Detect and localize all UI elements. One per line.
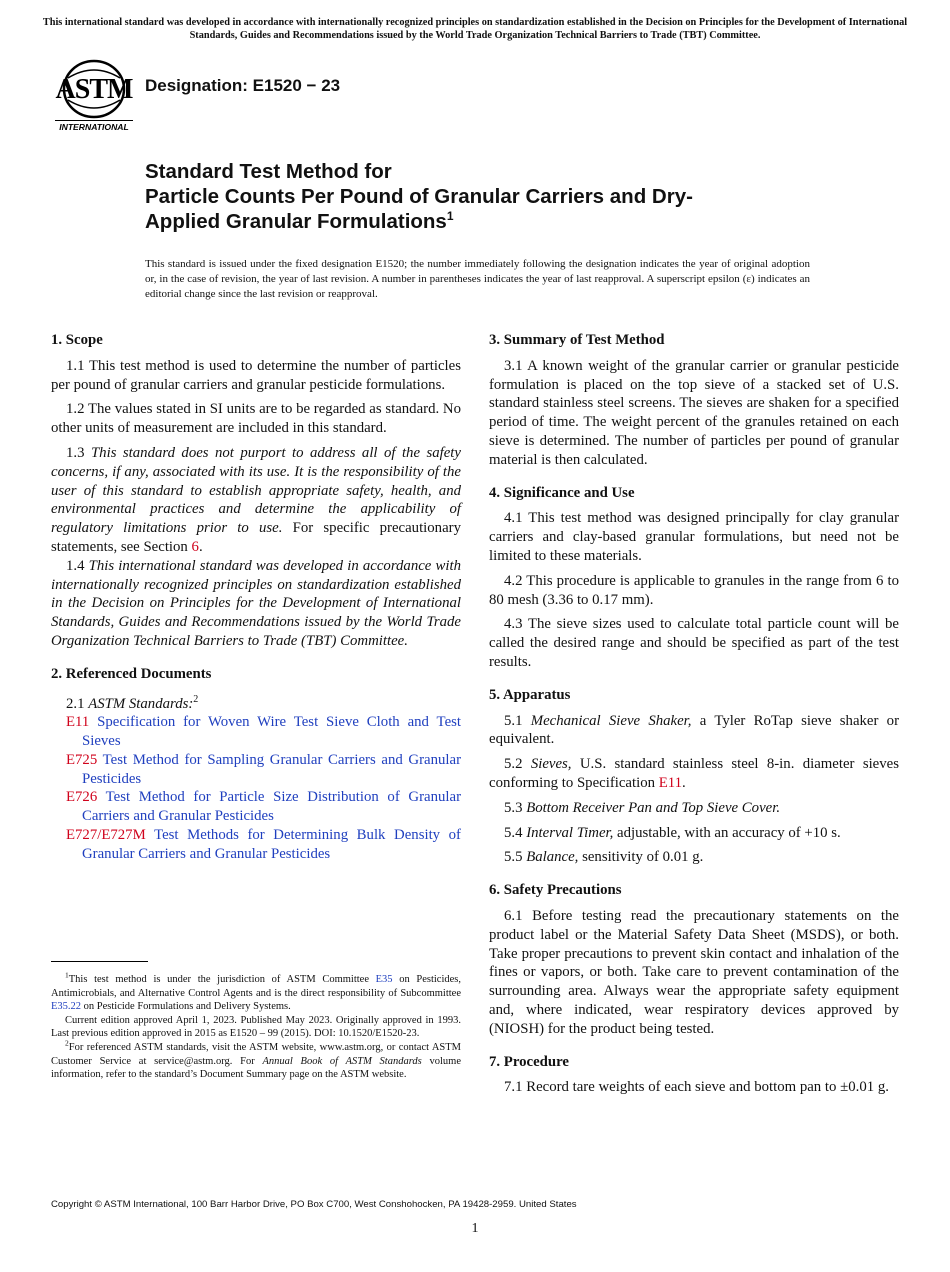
title-line-2: Particle Counts Per Pound of Granular Carriers and Dry- bbox=[145, 185, 693, 208]
section-heading-apparatus: 5. Apparatus bbox=[489, 686, 571, 703]
document-title bbox=[145, 159, 825, 234]
title-footnote-ref: 1 bbox=[446, 209, 454, 224]
page-number: 1 bbox=[471, 1221, 479, 1236]
issued-note: This standard is issued under the fixed designation E1520; the number immediately following the designation indicates the year of original adoption or, in the case of revision, the year of last revision. A number in parentheses indicates the year of last reapproval. A superscript epsilon (ε) indicates an editorial change since the last revision or reapproval. bbox=[145, 258, 810, 300]
paragraph-4-1: 4.1 This test method was designed principally for clay granular carriers and clay-based granular formulations, but need not be limited to these materials. bbox=[489, 510, 899, 564]
right-column bbox=[489, 331, 899, 1103]
footnote-1-edition: Current edition approved April 1, 2023. Published May 2023. Originally approved in 1993. Last previous edition approved in 2015 as E1520 – 99 (2015). DOI: 10.1520/E1520-23. bbox=[51, 1014, 461, 1040]
reference-item[interactable]: E726 Test Method for Particle Size Distribution of Granular Carriers and Granular Pesticides bbox=[66, 789, 461, 825]
title-line-1: Standard Test Method for bbox=[145, 160, 392, 183]
section-heading-summary: 3. Summary of Test Method bbox=[489, 332, 665, 348]
footnote-2: $^2$For referenced ASTM standards, visit the ASTM website, www.astm.org, or contact ASTM Customer Service at service@astm.org. For Annual Book of ASTM Standards volume information, refer to the standard’s Document Summary page on the ASTM website. bbox=[51, 1038, 461, 1081]
astm-logo bbox=[52, 56, 136, 132]
paragraph-1-4: 1.4 This international standard was developed in accordance with internationally recognized principles on standardization established in the Decision on Principles for the Development of International Standards, Guides and Recommendations issued by the World Trade Organization Technical Barriers to Trade (TBT) Committee. bbox=[51, 557, 461, 649]
reference-item[interactable]: E725 Test Method for Sampling Granular Carriers and Granular Pesticides bbox=[66, 751, 461, 787]
paragraph-7-1: 7.1 Record tare weights of each sieve and bottom pan to ±0.01 g. bbox=[504, 1079, 889, 1096]
title-line-3: Applied Granular Formulations$^1$ bbox=[145, 209, 454, 233]
svg-text:INTERNATIONAL: INTERNATIONAL bbox=[59, 122, 129, 132]
left-column bbox=[51, 331, 461, 864]
footnote-1: $^1$This test method is under the jurisdiction of ASTM Committee E35 on Pesticides, Antimicrobials, and Alternative Control Agents and is the direct responsibility of Subcommittee E35.22 on Pesticide Formulations and Delivery Systems. bbox=[51, 970, 461, 1013]
paragraph-5-1: 5.1 Mechanical Sieve Shaker, a Tyler RoTap sieve shaker or equivalent. bbox=[489, 712, 900, 748]
paragraph-1-1: 1.1 This test method is used to determine the number of particles per pound of granular carriers and granular pesticide formulations. bbox=[51, 357, 461, 393]
section-heading-scope: 1. Scope bbox=[51, 332, 103, 348]
section-6-link[interactable]: 6 bbox=[191, 538, 199, 555]
footnotes bbox=[51, 970, 461, 1082]
tbt-notice: This international standard was developed in accordance with internationally recognized principles on standardization established in the Decision on Principles for the Development of International Standards, Guides and Recommendations issued by the World Trade Organization Technical Barriers to Trade (TBT) Committee. bbox=[42, 17, 908, 41]
section-heading-procedure: 7. Procedure bbox=[489, 1053, 569, 1070]
reference-item[interactable]: E727/E727M Test Methods for Determining Bulk Density of Granular Carriers and Granular Pesticides bbox=[66, 827, 461, 862]
svg-text:ASTM: ASTM bbox=[55, 74, 133, 105]
section-heading-safety: 6. Safety Precautions bbox=[489, 882, 622, 899]
section-heading-significance: 4. Significance and Use bbox=[489, 484, 635, 501]
paragraph-5-3: 5.3 Bottom Receiver Pan and Top Sieve Cover. bbox=[504, 799, 781, 816]
subcommittee-e35-22-link[interactable]: E35.22 bbox=[51, 1001, 82, 1013]
paragraph-6-1: 6.1 Before testing read the precautionary statements on the product label or the Material Safety Data Sheet (MSDS), or both. Take proper precautions to prevent skin contact and inhalation of the fines or vapors, or both. Take care to prevent contamination of the surrounding area. Always wear the appropriate safety equipment and, where indicated, wear respiratory devices approved by (NIOSH) for the product being tested. bbox=[489, 907, 899, 1037]
paragraph-5-4: 5.4 Interval Timer, adjustable, with an accuracy of +10 s. bbox=[504, 824, 841, 841]
paragraph-5-5: 5.5 Balance, sensitivity of 0.01 g. bbox=[504, 849, 704, 866]
footnote-divider bbox=[51, 961, 148, 962]
committee-e35-link[interactable]: E35 bbox=[375, 974, 393, 985]
e11-link[interactable]: E11 bbox=[658, 774, 683, 791]
paragraph-3-1: 3.1 A known weight of the granular carrier or granular pesticide formulation is placed on the top sieve of a stacked set of U.S. standard stainless steel screens. The sieves are shaken for a specified period of time. The weight percent of the granules retained on each sieve is determined. The number of particles per pound of granular material is then calculated. bbox=[489, 357, 899, 468]
copyright-notice: Copyright © ASTM International, 100 Barr Harbor Drive, PO Box C700, West Conshohocken, PA 19428-2959. United States bbox=[51, 1199, 577, 1210]
paragraph-4-3: 4.3 The sieve sizes used to calculate total particle count will be called the desired range and should be specified as part of the test results. bbox=[489, 616, 899, 670]
paragraph-1-2: 1.2 The values stated in SI units are to be regarded as standard. No other units of measurement are included in this standard. bbox=[51, 401, 461, 437]
paragraph-4-2: 4.2 This procedure is applicable to granules in the range from 6 to 80 mesh (3.36 to 0.17 mm). bbox=[489, 572, 899, 608]
paragraph-1-3: 1.3 This standard does not purport to address all of the safety concerns, if any, associated with its use. It is the responsibility of the user of this standard to establish appropriate safety, health, and environmental practices and determine the applicability of regulatory limitations prior to use. For specific precautionary statements, see Section 6. bbox=[51, 444, 461, 555]
astm-standards-intro: 2.1 ASTM Standards:$^2$ bbox=[66, 693, 199, 712]
referenced-documents-list bbox=[51, 713, 461, 863]
section-heading-referenced: 2. Referenced Documents bbox=[51, 665, 212, 682]
reference-item[interactable]: E11 Specification for Woven Wire Test Sieve Cloth and Test Sieves bbox=[66, 714, 461, 750]
designation: Designation: E1520 − 23 bbox=[145, 76, 341, 95]
paragraph-5-2: 5.2 Sieves, U.S. standard stainless steel 8-in. diameter sieves conforming to Specification E11. bbox=[489, 756, 899, 791]
